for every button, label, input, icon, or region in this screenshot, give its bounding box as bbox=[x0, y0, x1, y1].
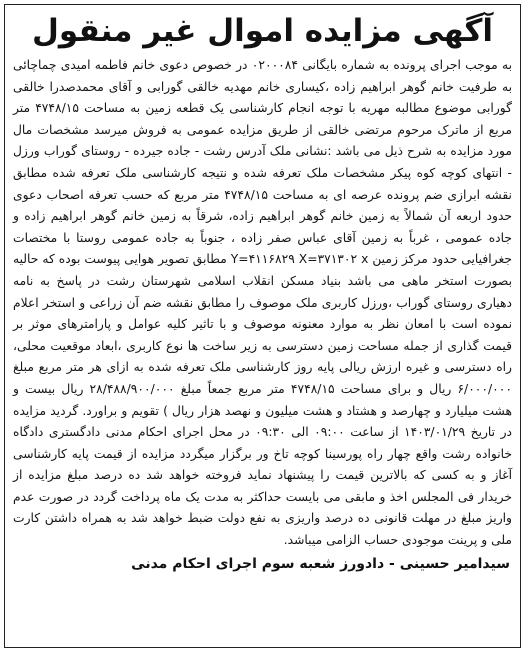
notice-title: آگهی مزایده اموال غیر منقول bbox=[32, 13, 493, 49]
notice-body: به موجب اجرای پرونده به شماره بایگانی ۰۲۰۰۰۸۴ در خصوص دعوی خانم فاطمه امیدی چماچائی به طرفیت خانم گوهر ابراهیم زاده ،کیساری خانم مهدیه خالقی گورابی و آقای محمدصدرا خالقی گورابی موضوع مطالبه مهریه با توجه انجام کارشناسی یک قطعه زمین به مساحت ۴۷۴۸/۱۵ متر مربع از ماترک مرحوم مرتضی خالقی از طریق مزایده عمومی به فروش میرسد مشخصات مال مورد مزایده به شرح ذیل می باشد :نشانی ملک آدرس رشت - جاده جیرده - روستای گوراب ورزل - انتهای کوچه کوه پیکر مشخصات ملک تعرفه شده و نتیجه کارشناسی ملک تعرفه شده مطابق نقشه ابرازی ضم پرونده عرصه ای به مساحت ۴۷۴۸/۱۵ متر مربع که حسب تعرفه اصحاب دعوی حدود اربعه آن شمالاً به زمین خانم گوهر ابراهیم زاده، شرقاً به زمین خانم گوهر ابراهیم زاده و جاده عمومی ، غرباً به زمین آقای عباس صفر زاده ، جنوباً به جاده عمومی روستا با مختصات جغرافیایی حدود مرکز زمین Y=۴۱۱۶۸۲۹ X=۳۷۱۳۰۲ x مطابق تصویر هوایی پیوست بوده که حالیه بصورت استخر ماهی می باشد بنیاد مسکن انقلاب اسلامی شهرستان رشت در پاسخ به نامه دهیاری روستای گوراب ،ورزل کاربری ملک موصوف را مطابق نقشه ضم آن زراعی و استخر اعلام نموده است با امعان نظر به موارد معنونه موصوف و با تاثیر کلیه عوامل و پارامترهای موثر بر قیمت گذاری از جمله مساحت زمین دسترسی به زیر ساخت ها نوع کاربری ،ابعاد موقعیت محلی، راه دسترسی و غیره ارزش ریالی پایه روز کارشناسی ملک تعرفه شده به ازای هر متر مربع مبلغ ۶/۰۰۰/۰۰۰ ریال و برای مساحت ۴۷۴۸/۱۵ متر مربع جمعاً مبلغ ۲۸/۴۸۸/۹۰۰/۰۰۰ ریال بیست و هشت میلیارد و چهارصد و هشتاد و هشت میلیون و نهصد هزار ریال ) تقویم و براورد. گردید مزایده در تاریخ ۱۴۰۳/۰۱/۲۹ از ساعت ۰۹:۰۰ الی ۰۹:۳۰ در محل اجرای احکام مدنی دادگستری دادگاه خانواده رشت واقع چهار راه پورسینا کوچه تاخ ور برگزار میگردد مزایده از قیمت پایه کارشناسی آغاز و به کسی که بالاترین قیمت را پیشنهاد نماید فروخته خواهد شد ده درصد مبلغ مزایده از خریدار فی المجلس اخذ و مابقی می بایست حداکثر به مدت یک ماه پرداخت گردد در صورت عدم واریز مبلغ در مهلت قانونی ده درصد واریزی به نفع دولت ضبط خواهد شد به همراه داشتن کارت ملی و پرینت موجودی حساب الزامی میباشد. bbox=[13, 58, 513, 548]
notice-signature: سیدامیر حسینی - دادورز شعبه سوم اجرای احکام مدنی bbox=[131, 555, 510, 572]
legal-notice bbox=[4, 4, 521, 648]
